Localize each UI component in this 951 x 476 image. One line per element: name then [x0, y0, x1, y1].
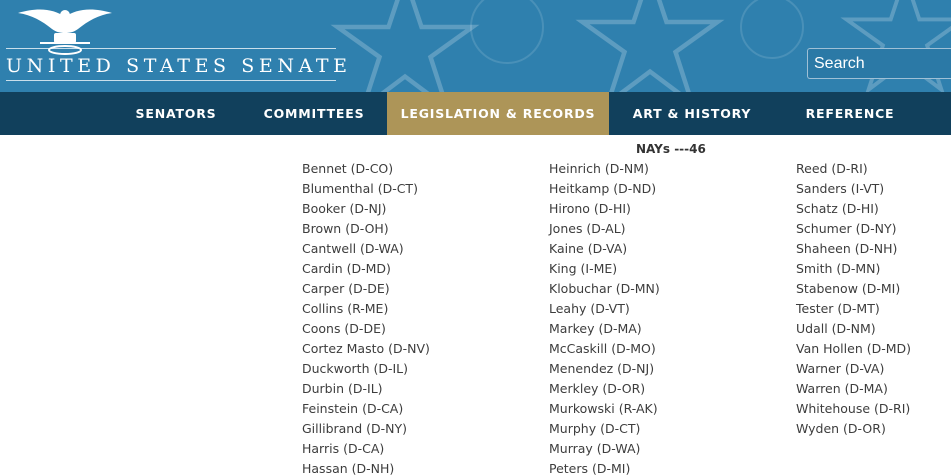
senator-list-item: Bennet (D-CO)	[302, 161, 394, 176]
senator-list-item: Brown (D-OH)	[302, 221, 389, 236]
senator-list-item: Booker (D-NJ)	[302, 201, 387, 216]
senator-list-item: Murkowski (R-AK)	[549, 401, 658, 416]
senator-list-item: Blumenthal (D-CT)	[302, 181, 418, 196]
senator-list-item: Shaheen (D-NH)	[796, 241, 898, 256]
senator-list-item: Warner (D-VA)	[796, 361, 885, 376]
senator-list-item: Hassan (D-NH)	[302, 461, 395, 476]
site-title[interactable]: UNITED STATES SENATE	[6, 55, 352, 77]
senator-list-item: Feinstein (D-CA)	[302, 401, 404, 416]
senator-list-item: Stabenow (D-MI)	[796, 281, 901, 296]
nav-item-reference[interactable]: REFERENCE	[805, 106, 895, 121]
senator-list-item: Wyden (D-OR)	[796, 421, 886, 436]
senator-list-item: Tester (D-MT)	[796, 301, 880, 316]
star-decoration-icon	[575, 0, 725, 92]
senator-list-item: Duckworth (D-IL)	[302, 361, 409, 376]
nays-column-2	[549, 159, 660, 476]
senator-list-item: Menendez (D-NJ)	[549, 361, 655, 376]
senator-list-item: McCaskill (D-MO)	[549, 341, 656, 356]
senator-list-item: Durbin (D-IL)	[302, 381, 383, 396]
senator-list-item: Murphy (D-CT)	[549, 421, 641, 436]
senator-list-item: Whitehouse (D-RI)	[796, 401, 911, 416]
main-nav	[0, 92, 951, 135]
senator-list-item: Kaine (D-VA)	[549, 241, 628, 256]
senator-list-item: Cantwell (D-WA)	[302, 241, 404, 256]
senator-list-item: Markey (D-MA)	[549, 321, 642, 336]
senator-list-item: Cortez Masto (D-NV)	[302, 341, 430, 356]
senator-list-item: Heitkamp (D-ND)	[549, 181, 657, 196]
nays-column-1	[302, 159, 430, 476]
senator-list-item: Murray (D-WA)	[549, 441, 641, 456]
senator-list-item: Reed (D-RI)	[796, 161, 868, 176]
senator-list-item: Collins (R-ME)	[302, 301, 389, 316]
vote-results	[0, 135, 951, 476]
brand-rule-top	[6, 48, 336, 49]
nav-item-committees[interactable]: COMMITTEES	[263, 106, 365, 121]
senator-list-item: Udall (D-NM)	[796, 321, 876, 336]
senator-list-item: Heinrich (D-NM)	[549, 161, 649, 176]
senator-list-item: Warren (D-MA)	[796, 381, 888, 396]
senator-list-item: King (I-ME)	[549, 261, 618, 276]
senator-list-item: Hirono (D-HI)	[549, 201, 631, 216]
senator-list-item: Gillibrand (D-NY)	[302, 421, 408, 436]
nays-heading: NAYs ---46	[636, 142, 706, 156]
site-header	[0, 0, 951, 92]
search-input[interactable]	[807, 48, 951, 79]
senator-list-item: Jones (D-AL)	[549, 221, 626, 236]
senator-list-item: Schumer (D-NY)	[796, 221, 897, 236]
senator-list-item: Smith (D-MN)	[796, 261, 881, 276]
circle-decoration	[470, 0, 544, 64]
senator-list-item: Merkley (D-OR)	[549, 381, 646, 396]
nav-item-senators[interactable]: SENATORS	[135, 106, 217, 121]
senator-list-item: Klobuchar (D-MN)	[549, 281, 660, 296]
senator-list-item: Schatz (D-HI)	[796, 201, 879, 216]
senator-list-item: Cardin (D-MD)	[302, 261, 391, 276]
senator-list-item: Van Hollen (D-MD)	[796, 341, 912, 356]
brand-rule-bottom	[6, 80, 336, 81]
senator-list-item: Peters (D-MI)	[549, 461, 631, 476]
circle-decoration	[740, 0, 804, 59]
senator-list-item: Carper (D-DE)	[302, 281, 390, 296]
senator-list-item: Sanders (I-VT)	[796, 181, 885, 196]
senator-list-item: Harris (D-CA)	[302, 441, 385, 456]
nav-item-art-history[interactable]: ART & HISTORY	[632, 106, 752, 121]
senator-list-item: Leahy (D-VT)	[549, 301, 630, 316]
nav-item-legislation-records[interactable]: LEGISLATION & RECORDS	[387, 92, 609, 135]
nays-column-3	[796, 159, 911, 439]
senator-list-item: Coons (D-DE)	[302, 321, 386, 336]
star-decoration-icon	[330, 0, 480, 92]
